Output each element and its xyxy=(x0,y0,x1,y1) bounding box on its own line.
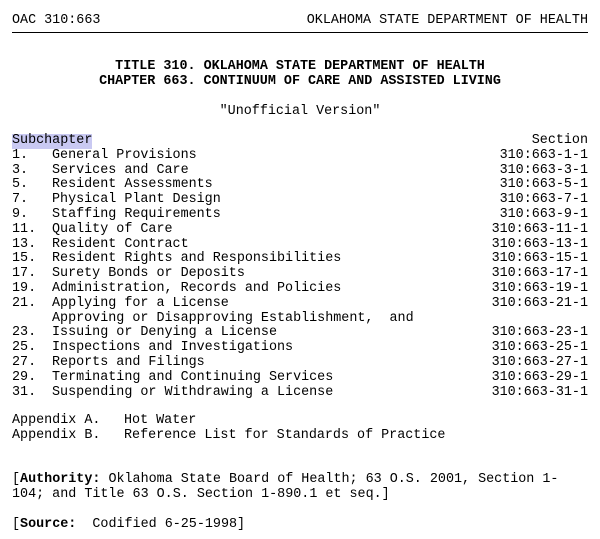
toc-section: 310:663-25-1 xyxy=(491,340,588,356)
toc-section: 310:663-23-1 xyxy=(491,325,588,341)
toc-section: 310:663-5-1 xyxy=(499,177,588,193)
toc-section: 310:663-3-1 xyxy=(499,162,588,178)
appendix-title: Hot Water xyxy=(124,413,197,428)
toc-items-after xyxy=(12,341,588,400)
toc-num: 13. xyxy=(12,236,37,252)
appendix-item xyxy=(12,429,445,444)
appendix-label: Appendix A. xyxy=(12,413,101,428)
toc-title: Reports and Filings xyxy=(52,354,205,370)
toc-section: 310:663-17-1 xyxy=(491,266,588,282)
toc-row xyxy=(12,178,588,193)
toc-row xyxy=(12,341,588,356)
appendix-label: Appendix B. xyxy=(12,427,101,443)
toc-row xyxy=(12,223,588,238)
table-of-contents xyxy=(12,134,588,400)
toc-num: 23. xyxy=(12,325,37,341)
toc-title: Physical Plant Design xyxy=(52,192,221,208)
title-line-1: TITLE 310. OKLAHOMA STATE DEPARTMENT OF HEALTH xyxy=(115,59,485,74)
toc-num: 21. xyxy=(12,295,37,311)
toc-title: Administration, Records and Policies xyxy=(52,280,342,296)
toc-title: Resident Rights and Responsibilities xyxy=(52,251,342,267)
authority-note: [Authority: Oklahoma State Board of Health; 63 O.S. 2001, Section 1-104; and Title 63 O.S. Section 1-890.1 et seq.] xyxy=(12,472,559,502)
toc-title: Approving or Disapproving Establishment, and xyxy=(52,310,414,326)
toc-title: Staffing Requirements xyxy=(52,206,221,222)
source-note: [Source: Codified 6-25-1998] xyxy=(12,517,246,532)
toc-title: Services and Care xyxy=(52,162,189,178)
title-line-2: CHAPTER 663. CONTINUUM OF CARE AND ASSISTED LIVING xyxy=(99,73,501,89)
toc-title: Applying for a License xyxy=(52,295,229,311)
toc-section: 310:663-15-1 xyxy=(491,251,588,267)
authority-text: Oklahoma State Board of Health; 63 O.S. 2001, Section 1-104; and Title 63 O.S. Section 1-890.1 et seq.] xyxy=(12,472,559,502)
toc-row xyxy=(12,371,588,386)
toc-title: Inspections and Investigations xyxy=(52,340,294,356)
toc-section: 310:663-7-1 xyxy=(499,192,588,208)
toc-row xyxy=(12,208,588,223)
toc-title: Resident Contract xyxy=(52,236,189,252)
toc-section: 310:663-1-1 xyxy=(499,147,588,163)
toc-num: 31. xyxy=(12,384,37,400)
toc-num: 9. xyxy=(12,206,29,222)
page-header xyxy=(12,14,588,29)
toc-num: 19. xyxy=(12,280,37,296)
toc-num: 15. xyxy=(12,251,37,267)
toc-section: 310:663-11-1 xyxy=(491,221,588,237)
header-code: OAC 310:663 xyxy=(12,13,101,28)
source-text: Codified 6-25-1998] xyxy=(76,517,246,532)
toc-num: 11. xyxy=(12,221,37,237)
toc-num: 7. xyxy=(12,192,29,208)
toc-section: 310:663-21-1 xyxy=(491,295,588,311)
appendices xyxy=(12,414,445,444)
toc-title: Surety Bonds or Deposits xyxy=(52,266,245,282)
toc-row xyxy=(12,282,588,297)
toc-section: 310:663-9-1 xyxy=(499,206,588,222)
toc-section: 310:663-19-1 xyxy=(491,280,588,296)
toc-row xyxy=(12,193,588,208)
toc-row xyxy=(12,312,588,342)
toc-num: 25. xyxy=(12,340,37,356)
toc-title-cont: Issuing or Denying a License xyxy=(52,325,277,341)
toc-row xyxy=(12,164,588,179)
header-rule xyxy=(12,32,588,33)
toc-num: 5. xyxy=(12,177,29,193)
toc-title: Suspending or Withdrawing a License xyxy=(52,384,334,400)
appendix-title: Reference List for Standards of Practice xyxy=(124,427,446,443)
toc-num: 3. xyxy=(12,162,29,178)
toc-section: 310:663-29-1 xyxy=(491,369,588,385)
toc-num: 17. xyxy=(12,266,37,282)
toc-num: 1. xyxy=(12,147,29,163)
toc-section: 310:663-27-1 xyxy=(491,354,588,370)
toc-section: 310:663-31-1 xyxy=(491,384,588,400)
toc-row xyxy=(12,238,588,253)
toc-title: Resident Assessments xyxy=(52,177,213,193)
col-subchapter: Subchapter xyxy=(12,133,93,148)
toc-row xyxy=(12,252,588,267)
version-note: "Unofficial Version" xyxy=(219,104,381,119)
toc-num: 27. xyxy=(12,354,37,370)
toc-header xyxy=(12,134,588,149)
toc-row xyxy=(12,386,588,401)
toc-row xyxy=(12,267,588,282)
toc-row xyxy=(12,356,588,371)
appendix-item xyxy=(12,414,445,429)
toc-title: Quality of Care xyxy=(52,221,173,237)
toc-row xyxy=(12,297,588,312)
source-label: Source: xyxy=(20,517,77,532)
toc-items xyxy=(12,149,588,312)
header-agency: OKLAHOMA STATE DEPARTMENT OF HEALTH xyxy=(306,13,588,28)
toc-title: General Provisions xyxy=(52,147,197,163)
authority-label: Authority: xyxy=(20,472,101,487)
toc-title: Terminating and Continuing Services xyxy=(52,369,334,385)
document-title xyxy=(0,60,600,90)
toc-num: 29. xyxy=(12,369,37,385)
toc-row xyxy=(12,149,588,164)
toc-section: 310:663-13-1 xyxy=(491,236,588,252)
col-section: Section xyxy=(531,133,588,148)
